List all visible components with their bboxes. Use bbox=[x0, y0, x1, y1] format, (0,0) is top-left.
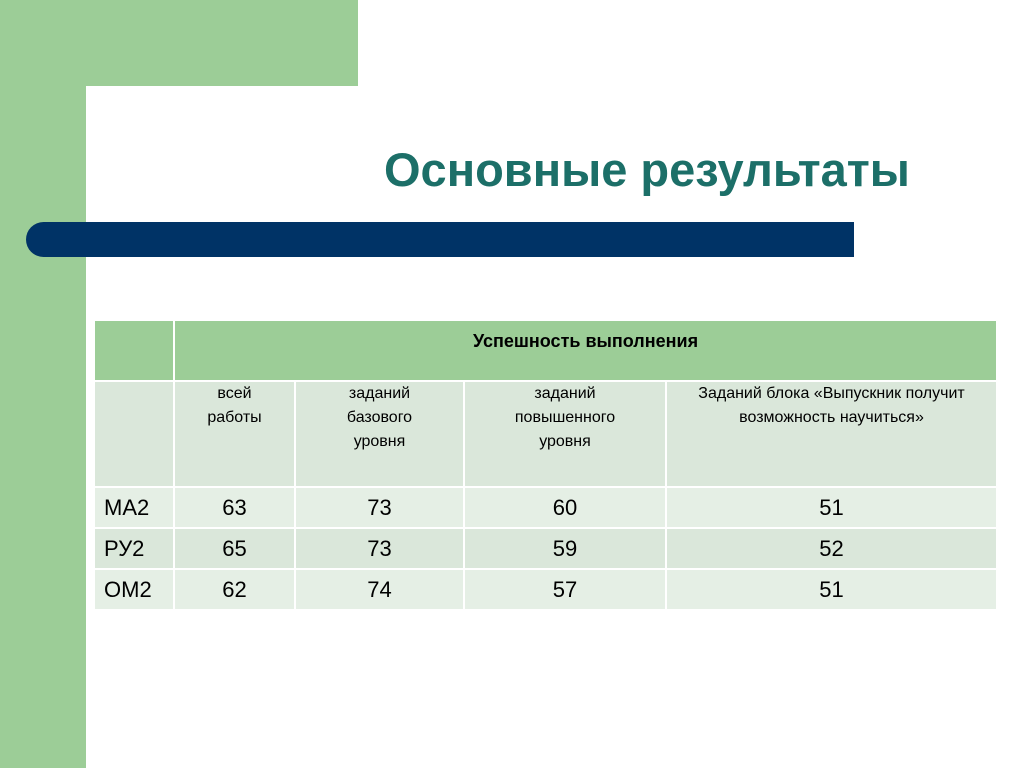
column-header-graduate-block: Заданий блока «Выпускник получит возможность научиться» bbox=[666, 381, 997, 487]
slide-title: Основные результаты bbox=[384, 143, 910, 196]
green-top-block bbox=[0, 0, 358, 86]
group-header: Успешность выполнения bbox=[174, 320, 997, 381]
table-cell: 60 bbox=[464, 487, 666, 528]
table-cell: 59 bbox=[464, 528, 666, 569]
table-cell: 73 bbox=[295, 487, 464, 528]
table-cell: 51 bbox=[666, 487, 997, 528]
header-row-group bbox=[94, 320, 997, 381]
table-cell: 57 bbox=[464, 569, 666, 610]
row-label: РУ2 bbox=[94, 528, 174, 569]
column-header-whole-work: всей работы bbox=[174, 381, 295, 487]
table-cell: 74 bbox=[295, 569, 464, 610]
table-row bbox=[94, 487, 997, 528]
results-table bbox=[93, 319, 998, 611]
table-cell: 73 bbox=[295, 528, 464, 569]
header-empty-cell bbox=[94, 381, 174, 487]
column-header-basic-level: заданий базового уровня bbox=[295, 381, 464, 487]
table-cell: 52 bbox=[666, 528, 997, 569]
table-cell: 63 bbox=[174, 487, 295, 528]
table-row bbox=[94, 569, 997, 610]
row-label: ОМ2 bbox=[94, 569, 174, 610]
header-row-columns bbox=[94, 381, 997, 487]
green-side-bar bbox=[0, 0, 86, 768]
row-label: МА2 bbox=[94, 487, 174, 528]
column-header-advanced-level: заданий повышенного уровня bbox=[464, 381, 666, 487]
table-cell: 62 bbox=[174, 569, 295, 610]
title-underline-bar bbox=[26, 222, 854, 257]
table-cell: 51 bbox=[666, 569, 997, 610]
table-row bbox=[94, 528, 997, 569]
header-empty-cell bbox=[94, 320, 174, 381]
table-cell: 65 bbox=[174, 528, 295, 569]
